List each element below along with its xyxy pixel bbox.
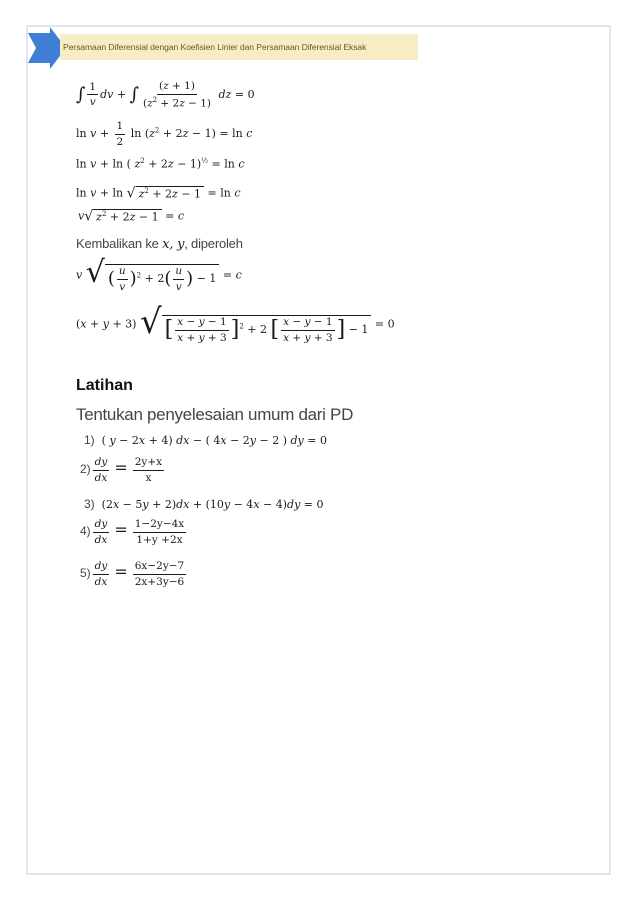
latihan-title: Latihan [76, 377, 133, 394]
back-substitution-text: Kembalikan ke x, y, diperoleh [76, 236, 243, 252]
header-title: Persamaan Diferensial dengan Koefisien Linier dan Persamaan Diferensial Eksak [63, 42, 367, 52]
step-1-integral: ∫ $\frac{1}{v}$ dv + ∫ $\frac{(z + 1)}{(z^2 + 2z - 1)}$ dz = 0 [76, 80, 255, 110]
step-5-result: v√ $z^2 + 2z - 1 = c$ [78, 208, 185, 225]
step-2-log: ln v + $\frac{1}{2}$ $\ln (z^2 + 2z - 1) = \ln c$ [76, 120, 253, 148]
exercise-2: 2) $\frac{dy}{dx}$ = $\frac{2y+x}{x}$ [80, 456, 163, 484]
exercise-1: 1) ( y − 2x + 4) dx − ( 4x − 2y − 2 ) dy = 0 [84, 433, 327, 447]
step-7-xy: (x + y + 3) √ [ $\frac{x - y - 1}{x + y + 3}$ ]$^2$ + 2 [ $\frac{x - y - 1}{x + y + 3}$ ] − 1 = 0 [76, 302, 395, 344]
step-6-uv: v √ ( $\frac{u}{v}$ )$^2$ + 2( $\frac{u}{v}$ ) − 1 = c [76, 255, 242, 293]
exercise-5: 5) $\frac{dy}{dx}$ = $\frac{6x-2y-7}{2x+3y-6}$ [80, 560, 185, 588]
step-3-power: ln v + ln ( $z^2 + 2z - 1)^{\frac{1}{2}} = \ln c$ [76, 157, 245, 171]
exercise-4: 4) $\frac{dy}{dx}$ = $\frac{1-2y-4x}{1+y +2x}$ [80, 518, 185, 546]
page-frame [26, 25, 611, 875]
latihan-subtitle: Tentukan penyelesaian umum dari PD [76, 405, 354, 424]
exercise-3: 3) (2x − 5y + 2)dx + (10y − 4x − 4)dy = 0 [84, 497, 324, 511]
step-4-sqrt: ln v + ln √ $z^2 + 2z - 1 = \ln c$ [76, 185, 241, 202]
